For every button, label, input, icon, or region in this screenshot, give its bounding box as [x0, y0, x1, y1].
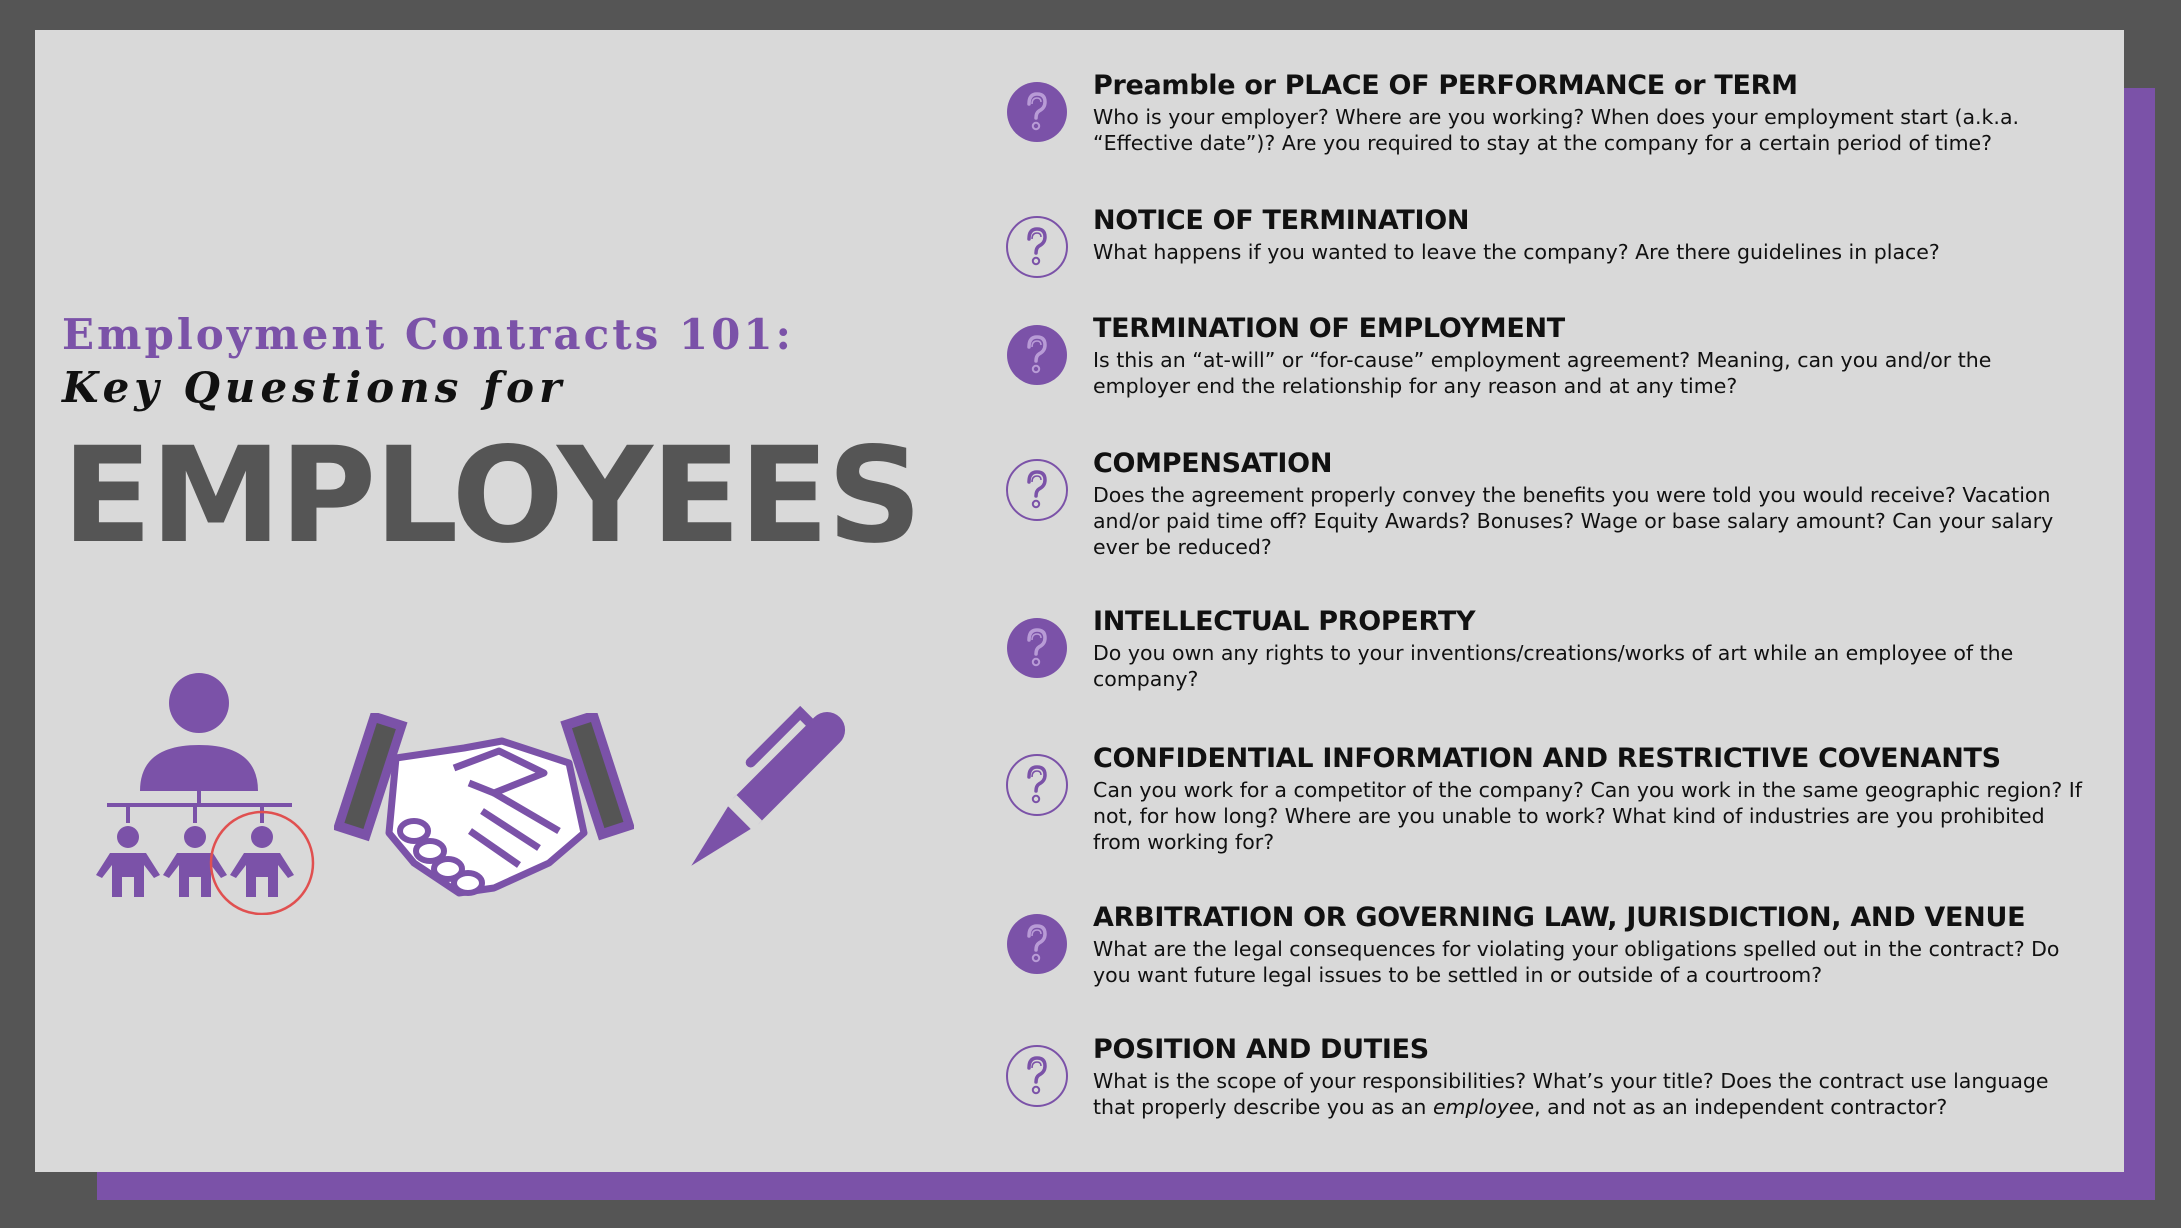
body-text: , and not as an independent contractor?	[1534, 1095, 1948, 1119]
question-body: Who is your employer? Where are you working? When does your employment start (a.k.a. “Effective date”)? Are you required to stay at the company for a certain period of time?	[1093, 105, 2020, 155]
question-mark-icon	[1005, 1044, 1069, 1108]
org-chart-icon	[62, 665, 322, 915]
body-text: What is the scope of your responsibilities? What’s your title? Does the contract use language that properly describe you as an	[1093, 1069, 2049, 1119]
question-mark-icon	[1005, 80, 1069, 144]
question-body: What happens if you wanted to leave the company? Are there guidelines in place?	[1093, 240, 1940, 264]
question-body: Does the agreement properly convey the benefits you were told you would receive? Vacation and/or paid time off? Equity Awards? Bonuses? Wage or base salary amount? Can your salary ever be reduced?	[1093, 483, 2054, 559]
question-text	[1093, 606, 2093, 692]
question-body: Do you own any rights to your inventions/creations/works of art while an employee of the company?	[1093, 641, 2014, 691]
question-title: POSITION AND DUTIES	[1093, 1034, 1429, 1065]
question-text	[1093, 70, 2093, 156]
question-mark-icon	[1005, 753, 1069, 817]
question-body: Can you work for a competitor of the company? Can you work in the same geographic region? If not, for how long? Where are you unable to work? What kind of industries are you prohibited from working for?	[1093, 778, 2083, 854]
question-text	[1093, 1034, 2093, 1120]
title-block	[62, 310, 921, 573]
title-line-1: Employment Contracts 101:	[62, 310, 795, 359]
question-title: INTELLECTUAL PROPERTY	[1093, 606, 1476, 637]
pen-icon	[662, 695, 862, 895]
title-line-2: Key Questions for	[62, 363, 567, 412]
handshake-icon	[334, 713, 634, 908]
body-emphasis: employee	[1432, 1095, 1535, 1119]
illustration-row	[62, 655, 882, 915]
question-title: Preamble or PLACE OF PERFORMANCE or TERM	[1093, 70, 1798, 101]
question-mark-icon	[1005, 323, 1069, 387]
infographic-card	[35, 30, 2124, 1172]
question-title: CONFIDENTIAL INFORMATION AND RESTRICTIVE COVENANTS	[1093, 743, 2001, 774]
question-text	[1093, 743, 2093, 855]
question-text	[1093, 902, 2093, 988]
question-mark-icon	[1005, 458, 1069, 522]
question-title: COMPENSATION	[1093, 448, 1333, 479]
question-body	[1093, 1068, 2093, 1120]
question-title: NOTICE OF TERMINATION	[1093, 205, 1470, 236]
question-text	[1093, 313, 2093, 399]
question-body: Is this an “at-will” or “for-cause” employment agreement? Meaning, can you and/or the employer end the relationship for any reason and at any time?	[1093, 348, 1992, 398]
question-mark-icon	[1005, 912, 1069, 976]
title-employees: EMPLOYEES	[62, 419, 921, 573]
question-mark-icon	[1005, 616, 1069, 680]
question-text	[1093, 448, 2093, 560]
question-title: TERMINATION OF EMPLOYMENT	[1093, 313, 1565, 344]
question-body: What are the legal consequences for violating your obligations spelled out in the contract? Do you want future legal issues to be settled in or outside of a courtroom?	[1093, 937, 2060, 987]
question-mark-icon	[1005, 215, 1069, 279]
question-title: ARBITRATION OR GOVERNING LAW, JURISDICTION, AND VENUE	[1093, 902, 2026, 933]
question-text	[1093, 205, 2093, 265]
